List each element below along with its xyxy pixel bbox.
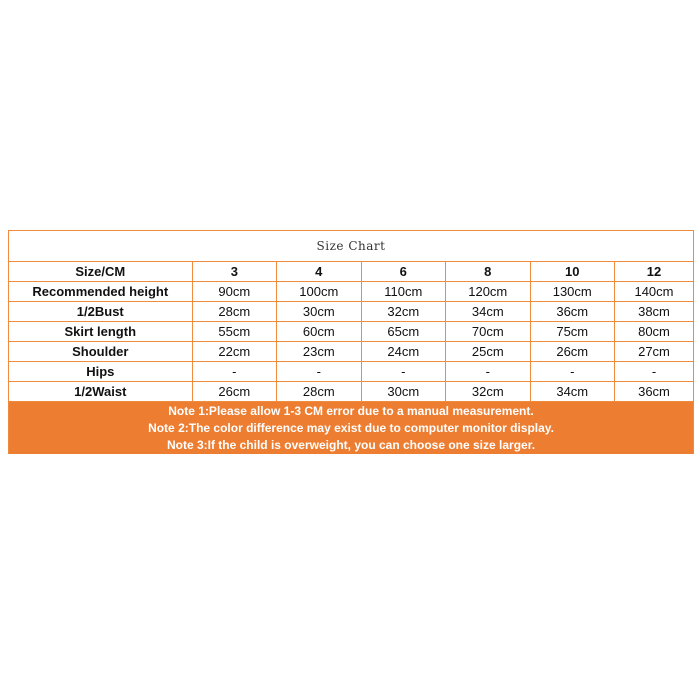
table-cell: 26cm: [192, 382, 276, 402]
table-cell: 55cm: [192, 322, 276, 342]
table-cell: 120cm: [446, 282, 530, 302]
row-label: 1/2Waist: [9, 382, 192, 402]
table-cell: 38cm: [614, 302, 693, 322]
row-label: Hips: [9, 362, 192, 382]
table-cell: 80cm: [614, 322, 693, 342]
row-label: Skirt length: [9, 322, 192, 342]
table-cell: 34cm: [530, 382, 614, 402]
table-cell: 23cm: [277, 342, 361, 362]
table-cell: 90cm: [192, 282, 276, 302]
header-size-cell: 3: [192, 262, 276, 282]
table-cell: 28cm: [277, 382, 361, 402]
table-row: [9, 322, 693, 342]
chart-title: Size Chart: [9, 231, 693, 262]
table-cell: 27cm: [614, 342, 693, 362]
table-cell: 60cm: [277, 322, 361, 342]
row-label: 1/2Bust: [9, 302, 192, 322]
table-cell: 30cm: [361, 382, 445, 402]
table-cell: 65cm: [361, 322, 445, 342]
table-cell: 36cm: [614, 382, 693, 402]
table-row: [9, 302, 693, 322]
table-cell: -: [446, 362, 530, 382]
table-cell: 28cm: [192, 302, 276, 322]
header-size-cell: 8: [446, 262, 530, 282]
table-cell: 100cm: [277, 282, 361, 302]
table-cell: 36cm: [530, 302, 614, 322]
table-cell: 32cm: [361, 302, 445, 322]
table-cell: 25cm: [446, 342, 530, 362]
table-cell: 26cm: [530, 342, 614, 362]
row-label: Shoulder: [9, 342, 192, 362]
table-cell: 32cm: [446, 382, 530, 402]
table-cell: -: [192, 362, 276, 382]
size-table: [9, 262, 693, 402]
note-line: Note 3:If the child is overweight, you can choose one size larger.: [166, 437, 536, 452]
header-size-cell: 4: [277, 262, 361, 282]
note-line: Note 1:Please allow 1-3 CM error due to a manual measurement.: [168, 403, 534, 418]
table-cell: -: [361, 362, 445, 382]
notes-banner: [9, 402, 693, 454]
table-cell: 34cm: [446, 302, 530, 322]
table-cell: 75cm: [530, 322, 614, 342]
table-cell: 130cm: [530, 282, 614, 302]
table-header-row: [9, 262, 693, 282]
table-row: [9, 342, 693, 362]
header-size-cell: 6: [361, 262, 445, 282]
table-row: [9, 362, 693, 382]
table-cell: 24cm: [361, 342, 445, 362]
table-row: [9, 282, 693, 302]
table-cell: -: [277, 362, 361, 382]
table-row: [9, 382, 693, 402]
row-label: Recommended height: [9, 282, 192, 302]
table-cell: -: [530, 362, 614, 382]
table-cell: 30cm: [277, 302, 361, 322]
table-cell: -: [614, 362, 693, 382]
table-cell: 110cm: [361, 282, 445, 302]
size-chart: [8, 230, 694, 454]
header-size-cell: 10: [530, 262, 614, 282]
note-line: Note 2:The color difference may exist due to computer monitor display.: [148, 420, 554, 435]
table-cell: 140cm: [614, 282, 693, 302]
header-label-cell: Size/CM: [9, 262, 192, 282]
table-cell: 70cm: [446, 322, 530, 342]
table-cell: 22cm: [192, 342, 276, 362]
header-size-cell: 12: [614, 262, 693, 282]
